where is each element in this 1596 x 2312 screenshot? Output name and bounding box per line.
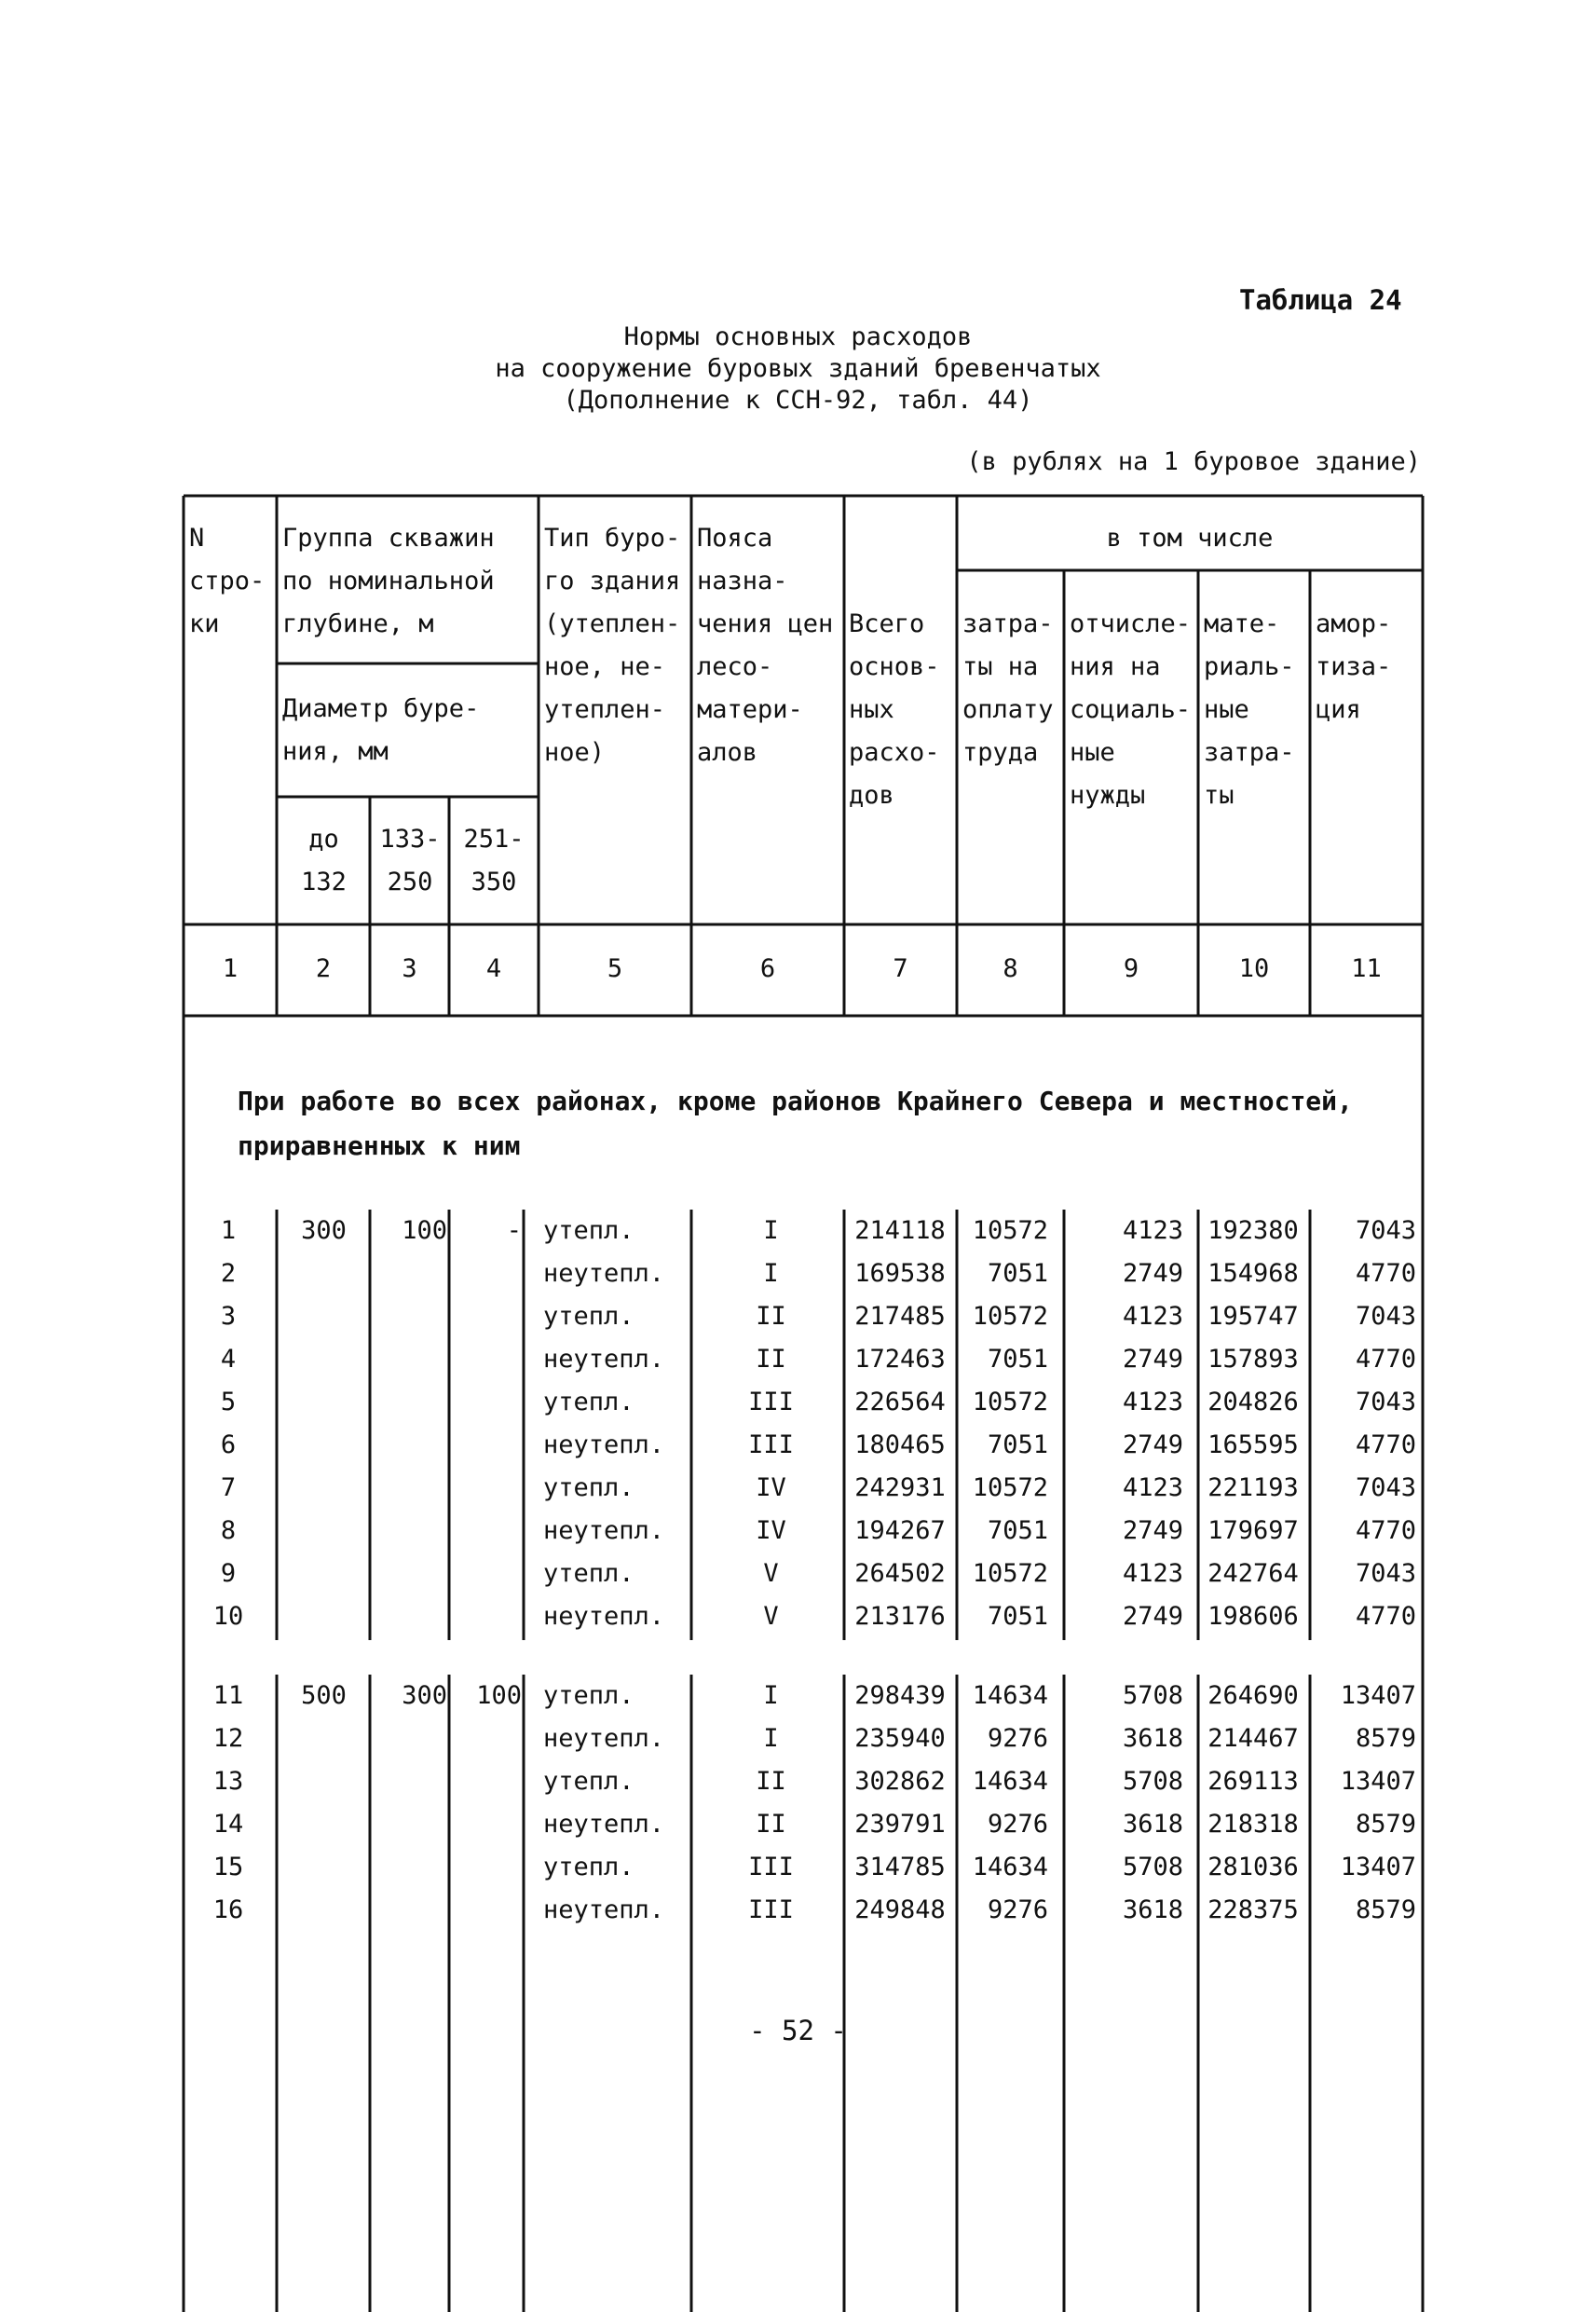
cell-price-zone: III [748, 1430, 794, 1459]
cell-labor-costs: 7051 [987, 1345, 1048, 1374]
cell-social-contributions: 4123 [1122, 1388, 1183, 1416]
cell-social-contributions: 3618 [1122, 1895, 1183, 1924]
cell-building-type: утепл. [543, 1853, 634, 1881]
cell-price-zone: I [763, 1724, 779, 1753]
cell-total-costs: 194267 [854, 1516, 946, 1545]
cell-amortization: 7043 [1355, 1388, 1416, 1416]
col-number-4: 4 [485, 954, 502, 983]
header-price-zone: Пояса назна- чения цен лесо- матери- алов [697, 524, 834, 767]
cell-building-type: утепл. [543, 1767, 634, 1796]
cell-social-contributions: 5708 [1122, 1767, 1183, 1796]
cell-material-costs: 221193 [1207, 1473, 1299, 1502]
page-number: - 52 - [749, 2015, 847, 2046]
cell-total-costs: 298439 [854, 1681, 946, 1710]
cell-social-contributions: 2749 [1122, 1602, 1183, 1631]
cell-depth-132: 300 [301, 1216, 347, 1245]
cell-depth-132: 500 [301, 1681, 347, 1710]
cell-price-zone: IV [756, 1516, 786, 1545]
cell-building-type: неутепл. [543, 1345, 665, 1374]
cell-price-zone: V [763, 1602, 779, 1631]
cell-price-zone: IV [756, 1473, 786, 1502]
cell-material-costs: 154968 [1207, 1259, 1299, 1288]
header-building-type: Тип буро- го здания (утеплен- ное, не- утеплен- ное) [544, 524, 681, 767]
cell-amortization: 7043 [1355, 1473, 1416, 1502]
cell-total-costs: 302862 [854, 1767, 946, 1796]
cell-total-costs: 180465 [854, 1430, 946, 1459]
cell-material-costs: 198606 [1207, 1602, 1299, 1631]
cell-labor-costs: 7051 [987, 1430, 1048, 1459]
cell-social-contributions: 2749 [1122, 1430, 1183, 1459]
section-title: При работе во всех районах, кроме районов Крайнего Севера и местностей, приравненных к ним [238, 1086, 1353, 1161]
cell-labor-costs: 7051 [987, 1259, 1048, 1288]
cell-total-costs: 242931 [854, 1473, 946, 1502]
cell-amortization: 7043 [1355, 1302, 1416, 1331]
cell-building-type: утепл. [543, 1388, 634, 1416]
col-number-1: 1 [222, 954, 239, 983]
cell-material-costs: 264690 [1207, 1681, 1299, 1710]
table-row [0, 1889, 1596, 1932]
cell-total-costs: 172463 [854, 1345, 946, 1374]
row-number: 2 [220, 1259, 237, 1288]
row-number: 3 [220, 1302, 237, 1331]
cell-total-costs: 239791 [854, 1810, 946, 1839]
cell-social-contributions: 5708 [1122, 1853, 1183, 1881]
cell-amortization: 13407 [1340, 1767, 1416, 1796]
col-number-8: 8 [1003, 954, 1018, 983]
col-number-5: 5 [607, 954, 623, 983]
col-number-10: 10 [1238, 954, 1270, 983]
unit-note: (в рублях на 1 буровое здание) [966, 447, 1421, 476]
header-group: Группа скважин по номинальной глубине, м [282, 524, 495, 638]
cell-depth-250: 100 [402, 1216, 447, 1245]
table-label: Таблица 24 [1239, 284, 1402, 316]
cell-amortization: 4770 [1355, 1430, 1416, 1459]
cell-depth-350: - [506, 1216, 522, 1245]
cell-price-zone: II [756, 1767, 786, 1796]
col-number-3: 3 [402, 954, 417, 983]
cell-material-costs: 218318 [1207, 1810, 1299, 1839]
row-number: 7 [220, 1473, 237, 1502]
cell-labor-costs: 7051 [987, 1602, 1048, 1631]
table-row [0, 1553, 1596, 1595]
row-number: 8 [220, 1516, 237, 1545]
cell-social-contributions: 4123 [1122, 1302, 1183, 1331]
header-amortization: амор- тиза- ция [1316, 609, 1392, 724]
table-title-line-1: Нормы основных расходов [623, 322, 973, 351]
cell-labor-costs: 7051 [987, 1516, 1048, 1545]
cell-amortization: 4770 [1355, 1345, 1416, 1374]
table-row [0, 1760, 1596, 1803]
cell-amortization: 4770 [1355, 1516, 1416, 1545]
header-diameter: Диаметр буре- ния, мм [282, 694, 480, 766]
cell-amortization: 8579 [1355, 1895, 1416, 1924]
cell-total-costs: 314785 [854, 1853, 946, 1881]
cell-price-zone: III [748, 1895, 794, 1924]
cell-building-type: неутепл. [543, 1430, 665, 1459]
cell-price-zone: I [763, 1216, 779, 1245]
row-number: 4 [220, 1345, 237, 1374]
table-row [0, 1510, 1596, 1553]
col-number-9: 9 [1123, 954, 1139, 983]
row-number: 1 [220, 1216, 237, 1245]
cell-amortization: 13407 [1340, 1681, 1416, 1710]
cell-labor-costs: 10572 [972, 1559, 1048, 1588]
cell-building-type: неутепл. [543, 1516, 665, 1545]
row-number: 14 [212, 1810, 244, 1839]
table-row [0, 1210, 1596, 1252]
cell-building-type: утепл. [543, 1302, 634, 1331]
cell-material-costs: 228375 [1207, 1895, 1299, 1924]
cell-total-costs: 217485 [854, 1302, 946, 1331]
row-number: 9 [220, 1559, 237, 1588]
cell-total-costs: 264502 [854, 1559, 946, 1588]
header-labor-costs: затра- ты на оплату труда [962, 609, 1054, 767]
cell-amortization: 7043 [1355, 1559, 1416, 1588]
cell-amortization: 4770 [1355, 1602, 1416, 1631]
cell-labor-costs: 10572 [972, 1473, 1048, 1502]
header-row-no: N стро- ки [189, 524, 266, 638]
cell-building-type: утепл. [543, 1681, 634, 1710]
cell-building-type: неутепл. [543, 1724, 665, 1753]
cell-social-contributions: 4123 [1122, 1216, 1183, 1245]
cell-material-costs: 157893 [1207, 1345, 1299, 1374]
cell-total-costs: 249848 [854, 1895, 946, 1924]
cell-social-contributions: 3618 [1122, 1810, 1183, 1839]
cell-amortization: 13407 [1340, 1853, 1416, 1881]
cell-price-zone: II [756, 1302, 786, 1331]
cell-labor-costs: 10572 [972, 1388, 1048, 1416]
cell-price-zone: II [756, 1345, 786, 1374]
table-row [0, 1717, 1596, 1760]
col-number-2: 2 [315, 954, 332, 983]
cell-building-type: утепл. [543, 1559, 634, 1588]
cell-material-costs: 269113 [1207, 1767, 1299, 1796]
table-row [0, 1381, 1596, 1424]
cell-material-costs: 204826 [1207, 1388, 1299, 1416]
table-row [0, 1675, 1596, 1717]
cell-material-costs: 214467 [1207, 1724, 1299, 1753]
cell-labor-costs: 9276 [987, 1810, 1048, 1839]
cell-depth-350: 100 [476, 1681, 522, 1710]
col-number-6: 6 [759, 954, 776, 983]
cell-price-zone: III [748, 1853, 794, 1881]
cell-building-type: неутепл. [543, 1602, 665, 1631]
cell-price-zone: II [756, 1810, 786, 1839]
cell-price-zone: I [763, 1259, 779, 1288]
row-number: 16 [212, 1895, 244, 1924]
cell-price-zone: III [748, 1388, 794, 1416]
cell-labor-costs: 9276 [987, 1724, 1048, 1753]
header-total-costs: Всего основ- ных расхо- дов [849, 609, 940, 810]
cell-material-costs: 281036 [1207, 1853, 1299, 1881]
row-number: 12 [212, 1724, 244, 1753]
cell-building-type: неутепл. [543, 1810, 665, 1839]
table-title-line-3: (Дополнение к ССН-92, табл. 44) [563, 386, 1033, 415]
cell-total-costs: 226564 [854, 1388, 946, 1416]
cell-material-costs: 195747 [1207, 1302, 1299, 1331]
cell-social-contributions: 2749 [1122, 1259, 1183, 1288]
cell-depth-250: 300 [402, 1681, 447, 1710]
cell-material-costs: 242764 [1207, 1559, 1299, 1588]
table-row [0, 1295, 1596, 1338]
table-row [0, 1338, 1596, 1381]
cell-social-contributions: 2749 [1122, 1345, 1183, 1374]
cell-material-costs: 179697 [1207, 1516, 1299, 1545]
col-number-11: 11 [1351, 954, 1382, 983]
cell-material-costs: 165595 [1207, 1430, 1299, 1459]
cell-total-costs: 235940 [854, 1724, 946, 1753]
cell-building-type: утепл. [543, 1216, 634, 1245]
cell-social-contributions: 2749 [1122, 1516, 1183, 1545]
cell-social-contributions: 4123 [1122, 1559, 1183, 1588]
cell-building-type: неутепл. [543, 1259, 665, 1288]
table-title-line-2: на сооружение буровых зданий бревенчатых [495, 354, 1101, 383]
row-number: 13 [212, 1767, 244, 1796]
cell-price-zone: V [763, 1559, 779, 1588]
cell-social-contributions: 3618 [1122, 1724, 1183, 1753]
row-number: 5 [220, 1388, 237, 1416]
cell-building-type: неутепл. [543, 1895, 665, 1924]
row-number: 15 [212, 1853, 244, 1881]
header-material-costs: мате- риаль- ные затра- ты [1204, 609, 1295, 810]
header-diameter-1: до 132 [301, 825, 347, 896]
cell-amortization: 8579 [1355, 1724, 1416, 1753]
cell-price-zone: I [763, 1681, 779, 1710]
header-including: в том числе [1106, 524, 1274, 553]
row-number: 6 [220, 1430, 237, 1459]
table-row [0, 1467, 1596, 1510]
cell-total-costs: 213176 [854, 1602, 946, 1631]
cell-social-contributions: 5708 [1122, 1681, 1183, 1710]
table-row [0, 1803, 1596, 1846]
cell-labor-costs: 10572 [972, 1216, 1048, 1245]
table-row [0, 1595, 1596, 1638]
table-row [0, 1846, 1596, 1889]
header-social-contributions: отчисле- ния на социаль- ные нужды [1070, 609, 1192, 810]
cell-amortization: 8579 [1355, 1810, 1416, 1839]
cell-labor-costs: 10572 [972, 1302, 1048, 1331]
col-number-7: 7 [893, 954, 908, 983]
row-number: 10 [212, 1602, 244, 1631]
cell-labor-costs: 14634 [972, 1853, 1048, 1881]
cell-total-costs: 214118 [854, 1216, 946, 1245]
cell-amortization: 7043 [1355, 1216, 1416, 1245]
cell-labor-costs: 9276 [987, 1895, 1048, 1924]
cell-building-type: утепл. [543, 1473, 634, 1502]
cell-total-costs: 169538 [854, 1259, 946, 1288]
cell-amortization: 4770 [1355, 1259, 1416, 1288]
row-number: 11 [212, 1681, 244, 1710]
cell-social-contributions: 4123 [1122, 1473, 1183, 1502]
table-row [0, 1252, 1596, 1295]
table-row [0, 1424, 1596, 1467]
header-diameter-3: 251- 350 [463, 825, 525, 896]
cell-material-costs: 192380 [1207, 1216, 1299, 1245]
header-diameter-2: 133- 250 [379, 825, 441, 896]
cell-labor-costs: 14634 [972, 1681, 1048, 1710]
cell-labor-costs: 14634 [972, 1767, 1048, 1796]
